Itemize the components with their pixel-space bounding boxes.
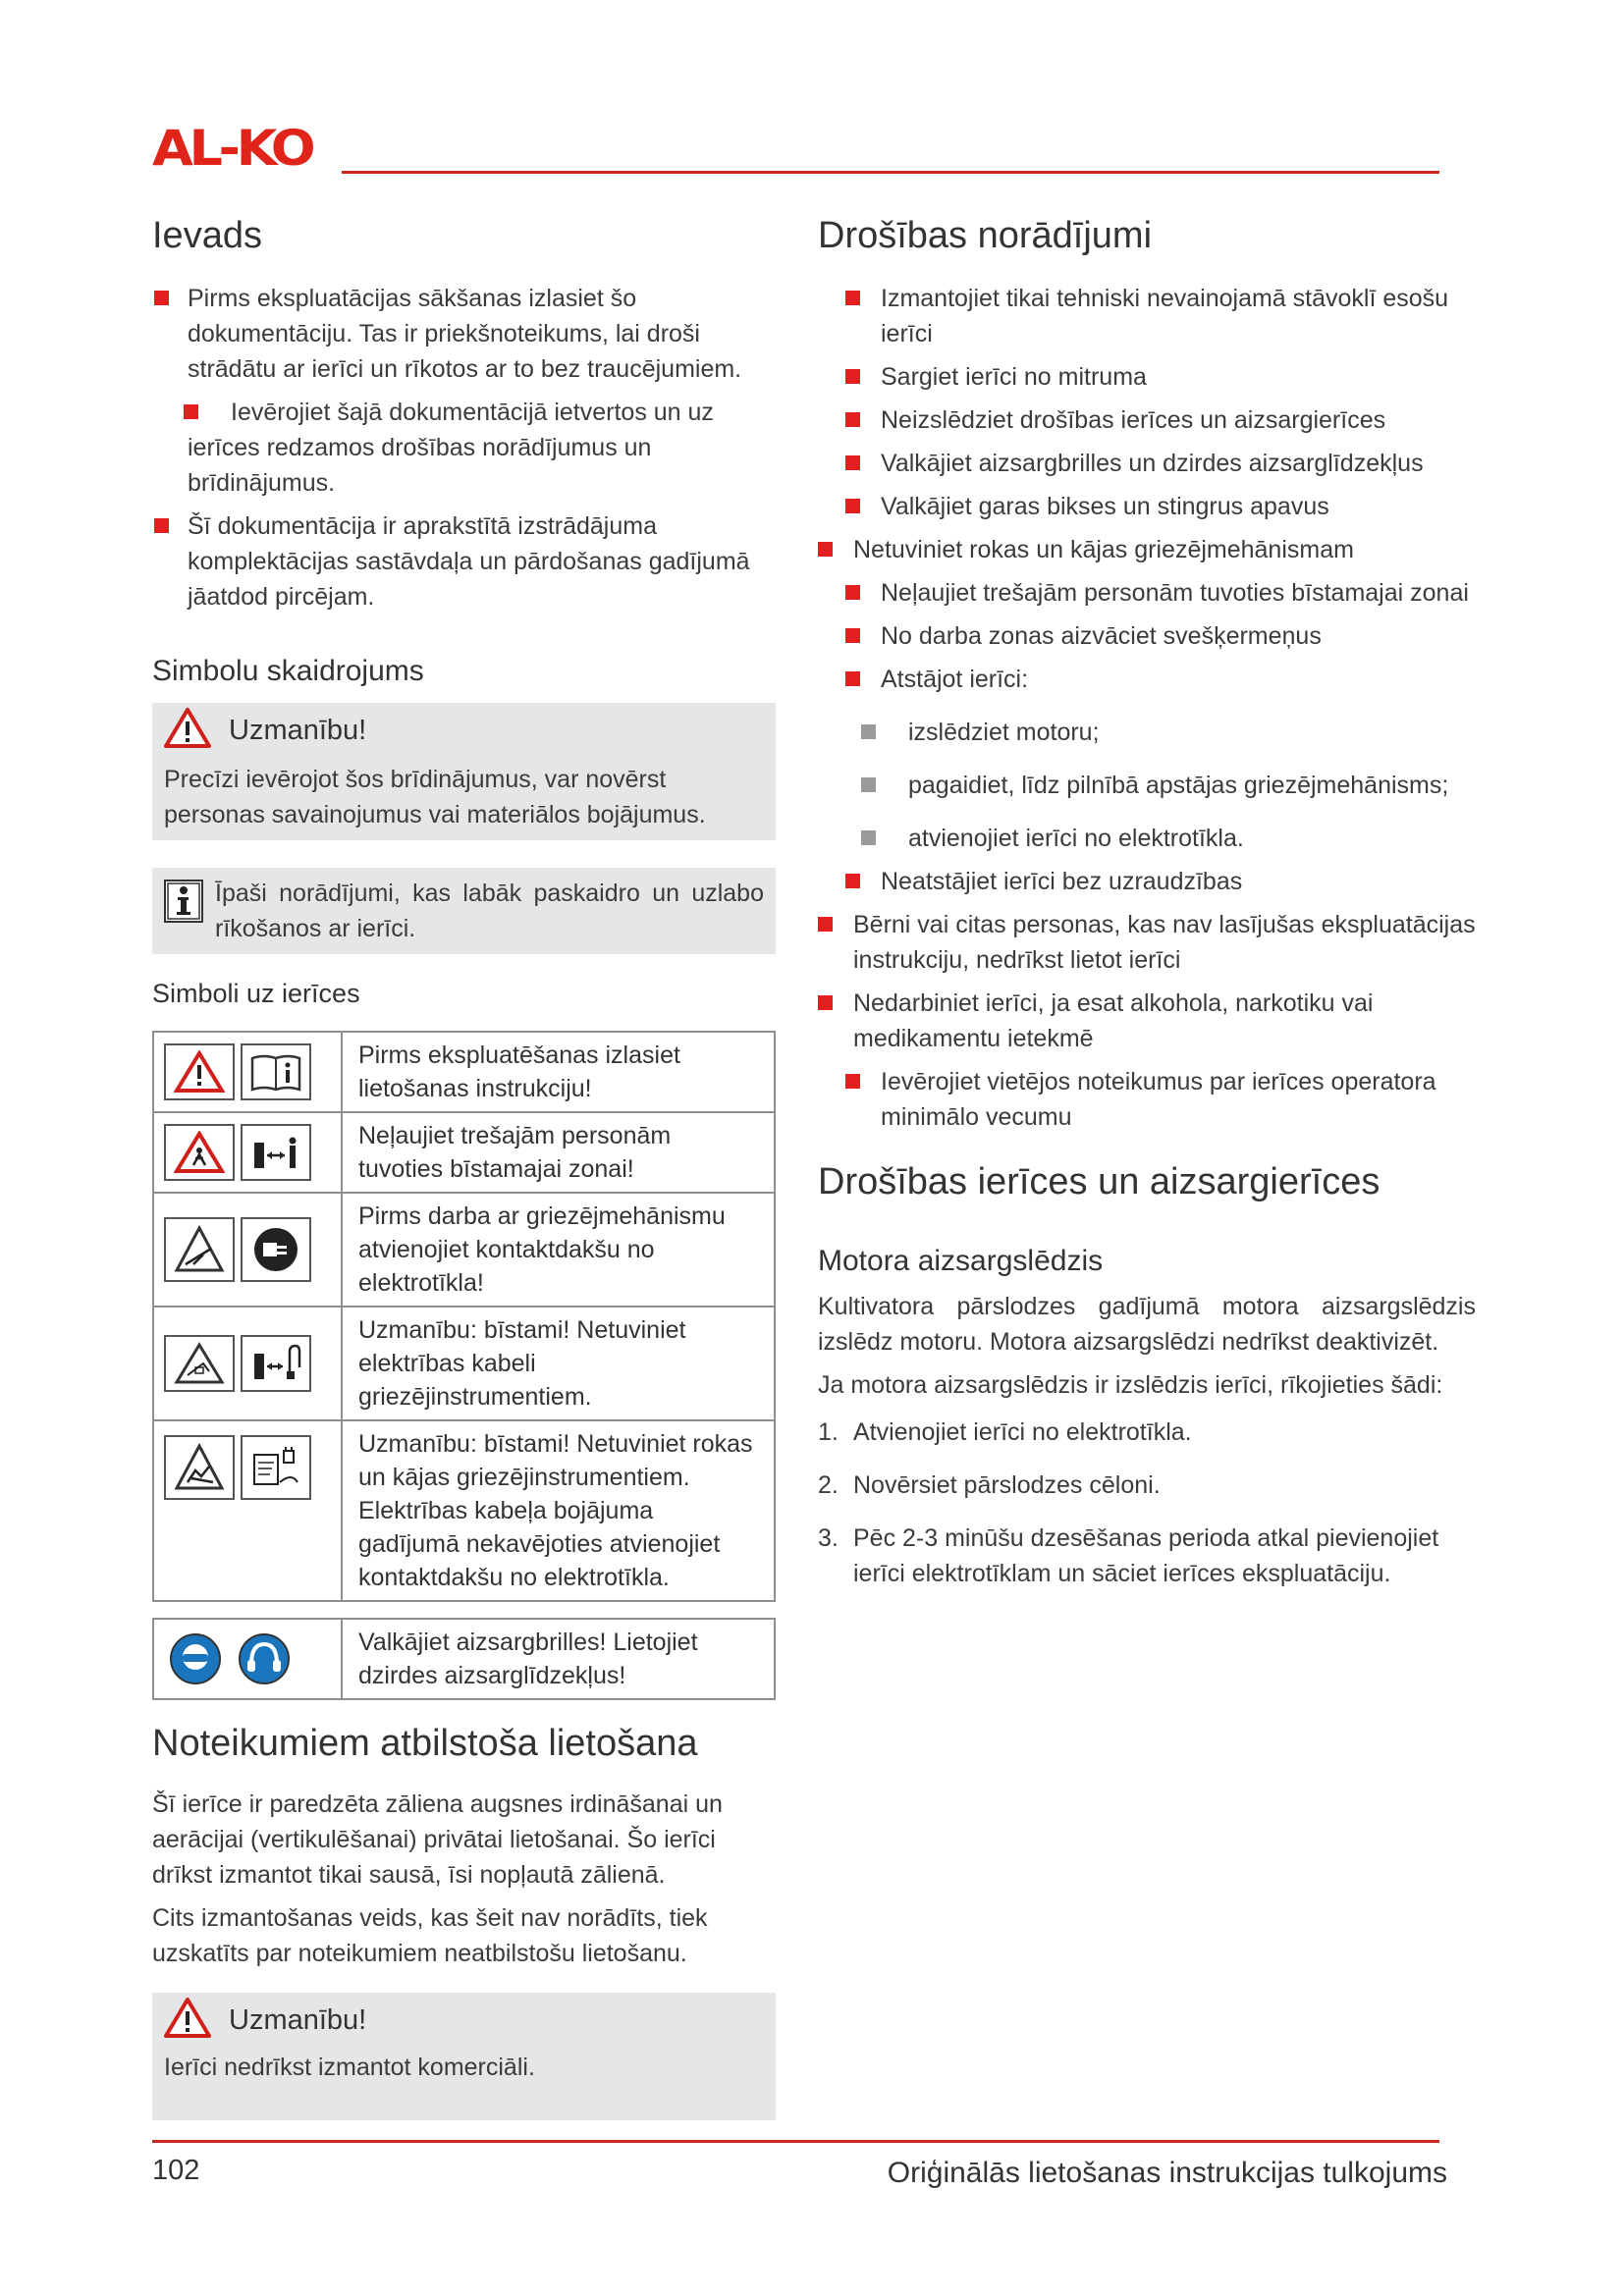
bullet-icon (845, 499, 860, 513)
blade-warning-icon (164, 1217, 235, 1282)
footer-title: Oriģinālās lietošanas instrukcijas tulkojums (887, 2157, 1447, 2189)
motor-steps (818, 1415, 1476, 1591)
damaged-cable-icon (241, 1435, 311, 1500)
list-item: Valkājiet garas bikses un stingrus apavus (818, 489, 1476, 524)
warning-text: Ierīci nedrīkst izmantot komerciāli. (164, 2053, 535, 2081)
motor-paragraph: Ja motora aizsargslēdzis ir izslēdzis ierīci, rīkojieties šādi: (818, 1371, 1443, 1400)
symbol-description: Uzmanību: bīstami! Netuviniet elektrības kabeli griezējinstrumentiem. (342, 1307, 775, 1420)
intended-use-paragraph: Cits izmantošanas veids, kas šeit nav norādīts, tiek uzskatīts par noteikumiem neatbilstošu lietošanu. (152, 1903, 708, 1967)
info-icon (164, 880, 203, 946)
bullet-icon (818, 542, 833, 557)
footer-rule (152, 2140, 1439, 2143)
warning-box (152, 703, 776, 840)
table-row (153, 1032, 775, 1112)
warning-triangle-icon (164, 707, 211, 756)
list-item: No darba zonas aizvāciet svešķermeņus (818, 618, 1476, 654)
info-text: Īpaši norādījumi, kas labāk paskaidro un uzlabo rīkošanos ar ierīci. (215, 879, 764, 942)
warning-box (152, 1993, 776, 2120)
list-item: izslēdziet motoru; (818, 715, 1476, 750)
bullet-icon (845, 455, 860, 470)
bullet-icon (845, 291, 860, 305)
bullet-icon (845, 1074, 860, 1089)
list-item: Ievērojiet šajā dokumentācijā ietvertos un uz ierīces redzamos drošības norādījumus un brīdinājumus. (152, 395, 781, 501)
table-row (153, 1420, 775, 1601)
safety-list (818, 281, 1476, 1135)
bullet-icon (861, 724, 876, 739)
section-title-safety: Drošības norādījumi (818, 215, 1153, 256)
unplug-icon (241, 1217, 311, 1282)
table-row (153, 1193, 775, 1307)
warning-triangle-icon (164, 1043, 235, 1100)
symbols-table (152, 1031, 776, 1602)
bullet-icon (154, 518, 169, 533)
list-item: pagaidiet, līdz pilnībā apstājas griezējmehānisms; (818, 768, 1476, 803)
list-item: Izmantojiet tikai tehniski nevainojamā stāvoklī esošu ierīci (818, 281, 1476, 351)
list-item: Neatstājiet ierīci bez uzraudzības (818, 864, 1476, 899)
list-item: 1. Atvienojiet ierīci no elektrotīkla. (818, 1418, 1192, 1447)
keep-distance-icon (241, 1124, 311, 1181)
list-item: Neizslēdziet drošības ierīces un aizsargierīces (818, 402, 1476, 438)
bullet-icon (845, 671, 860, 686)
table-row (153, 1619, 775, 1699)
list-item: Nedarbiniet ierīci, ja esat alkohola, narkotiku vai medikamentu ietekmē (818, 986, 1476, 1056)
section-title-safety-devices: Drošības ierīces un aizsargierīces (818, 1160, 1380, 1202)
manual-book-icon (241, 1043, 311, 1100)
bullet-icon (154, 291, 169, 305)
symbol-description: Pirms ekspluatēšanas izlasiet lietošanas instrukciju! (342, 1032, 775, 1112)
symbol-description: Uzmanību: bīstami! Netuviniet rokas un kājas griezējinstrumentiem. Elektrības kabeļa bojājuma gadījumā nekavējoties atvienojiet kontaktdakšu no elektrotīkla. (342, 1420, 775, 1601)
left-column (152, 214, 781, 2120)
right-column (818, 214, 1476, 1591)
bullet-icon (818, 917, 833, 932)
list-item: 3. Pēc 2-3 minūšu dzesēšanas perioda atkal pievienojiet ierīci elektrotīklam un sāciet ierīces ekspluatāciju. (818, 1524, 1439, 1588)
list-item: 2. Novērsiet pārslodzes cēloni. (818, 1471, 1161, 1500)
hand-foot-warning-icon (164, 1435, 235, 1500)
bullet-icon (184, 404, 198, 419)
info-box (152, 868, 776, 954)
list-item: Šī dokumentācija ir aprakstītā izstrādājuma komplektācijas sastāvdaļa un pārdošanas gadījumā jāatdod pircējam. (152, 508, 781, 614)
intro-list (152, 281, 781, 614)
list-item: Netuviniet rokas un kājas griezējmehānismam (818, 532, 1476, 567)
motor-paragraph: Kultivatora pārslodzes gadījumā motora aizsargslēdzis izslēdz motoru. Motora aizsargslēdzi nedrīkst deaktivizēt. (818, 1293, 1476, 1357)
bullet-icon (861, 777, 876, 792)
bullet-icon (845, 412, 860, 427)
section-title-intro: Ievads (152, 215, 262, 256)
brand-logo: AL-KO (152, 120, 312, 177)
symbol-description: Valkājiet aizsargbrilles! Lietojiet dzirdes aizsarglīdzekļus! (342, 1619, 775, 1699)
bullet-icon (845, 874, 860, 888)
cable-warning-icon (164, 1335, 235, 1392)
section-title-motor-switch: Motora aizsargslēdzis (818, 1245, 1104, 1278)
bullet-icon (845, 585, 860, 600)
bullet-icon (845, 628, 860, 643)
table-row (153, 1307, 775, 1420)
section-title-device-symbols: Simboli uz ierīces (152, 978, 360, 1008)
table-row (153, 1112, 775, 1193)
cable-distance-icon (241, 1335, 311, 1392)
bullet-icon (861, 830, 876, 845)
list-item: Valkājiet aizsargbrilles un dzirdes aizsarglīdzekļus (818, 446, 1476, 481)
list-item: Pirms ekspluatācijas sākšanas izlasiet šo dokumentāciju. Tas ir priekšnoteikums, lai droši strādātu ar ierīci un rīkotos ar to bez traucējumiem. (152, 281, 781, 387)
list-item: Sargiet ierīci no mitruma (818, 359, 1476, 395)
bullet-icon (818, 995, 833, 1010)
list-item: Neļaujiet trešajām personām tuvoties bīstamajai zonai (818, 575, 1476, 611)
bullet-icon (845, 369, 860, 384)
list-item: Atstājot ierīci: (818, 662, 1476, 697)
warning-label: Uzmanību! (229, 2004, 367, 2037)
symbol-description: Neļaujiet trešajām personām tuvoties bīstamajai zonai! (342, 1112, 775, 1193)
ear-protection-icon (233, 1632, 296, 1685)
section-title-intended-use: Noteikumiem atbilstoša lietošana (152, 1722, 698, 1764)
intended-use-paragraph: Šī ierīce ir paredzēta zāliena augsnes irdināšanai un aerācijai (vertikulēšanai) privātai lietošanai. Šo ierīci drīkst izmantot tikai sausā, īsi nopļautā zālienā. (152, 1789, 723, 1889)
thrown-objects-icon (164, 1124, 235, 1181)
symbol-description: Pirms darba ar griezējmehānismu atvienojiet kontaktdakšu no elektrotīkla! (342, 1193, 775, 1307)
list-item: Bērni vai citas personas, kas nav lasījušas ekspluatācijas instrukciju, nedrīkst lietot ierīci (818, 907, 1476, 978)
page-number: 102 (152, 2155, 200, 2186)
warning-triangle-icon (164, 1997, 211, 2046)
warning-text: Precīzi ievērojot šos brīdinājumus, var novērst personas savainojumus vai materiālos bojājumus. (164, 765, 706, 828)
protection-symbols-table (152, 1618, 776, 1700)
list-item: atvienojiet ierīci no elektrotīkla. (818, 821, 1476, 856)
list-item: Ievērojiet vietējos noteikumus par ierīces operatora minimālo vecumu (818, 1064, 1476, 1135)
goggles-icon (164, 1632, 227, 1685)
header-rule (342, 171, 1439, 174)
warning-label: Uzmanību! (229, 715, 367, 747)
section-title-symbols: Simbolu skaidrojums (152, 654, 424, 687)
